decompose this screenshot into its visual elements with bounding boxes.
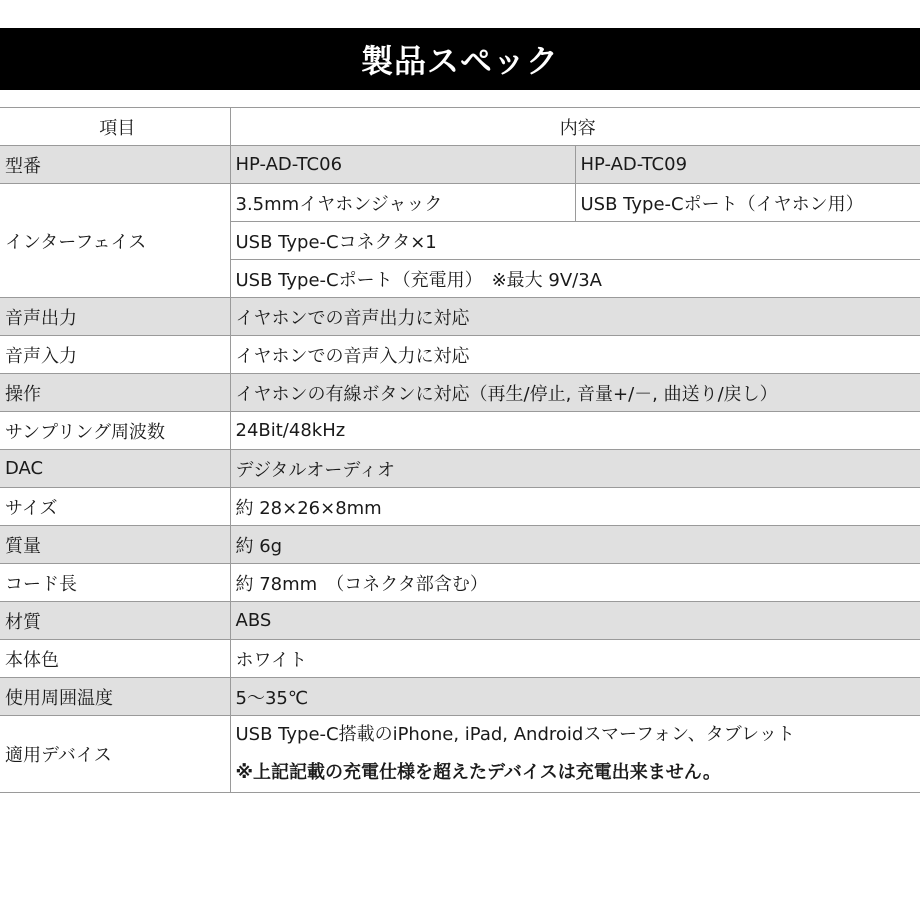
row-value-group [230, 716, 920, 793]
row-value: デジタルオーディオ [230, 450, 920, 488]
row-interface [0, 184, 920, 222]
row-value: イヤホンでの音声入力に対応 [230, 336, 920, 374]
row-material [0, 602, 920, 640]
page-title: 製品スペック [360, 42, 559, 80]
row-value: イヤホンの有線ボタンに対応（再生/停止, 音量+/－, 曲送り/戻し） [230, 374, 920, 412]
row-label: 操作 [0, 374, 230, 412]
row-value: 3.5mmイヤホンジャック [230, 184, 575, 222]
row-audio-out [0, 298, 920, 336]
row-cord [0, 564, 920, 602]
title-bar [0, 28, 920, 90]
row-label: 適用デバイス [0, 716, 230, 793]
row-value: USB Type-Cコネクタ×1 [230, 222, 920, 260]
row-value: 約 78mm （コネクタ部含む） [230, 564, 920, 602]
row-value: USB Type-Cポート（イヤホン用） [575, 184, 920, 222]
row-value: HP-AD-TC06 [230, 146, 575, 184]
row-value: 約 6g [230, 526, 920, 564]
row-value: 約 28×26×8mm [230, 488, 920, 526]
row-value: HP-AD-TC09 [575, 146, 920, 184]
row-color [0, 640, 920, 678]
header-row [0, 108, 920, 146]
row-value: USB Type-Cポート（充電用） ※最大 9V/3A [230, 260, 920, 298]
row-value: イヤホンでの音声出力に対応 [230, 298, 920, 336]
row-label: サンプリング周波数 [0, 412, 230, 450]
devices-note: ※上記記載の充電仕様を超えたデバイスは充電出来ません。 [235, 762, 721, 783]
row-label: サイズ [0, 488, 230, 526]
row-value: ホワイト [230, 640, 920, 678]
row-label: 音声出力 [0, 298, 230, 336]
header-item: 項目 [0, 108, 230, 146]
row-label: 本体色 [0, 640, 230, 678]
spec-table [0, 107, 920, 793]
row-weight [0, 526, 920, 564]
row-value: 5～35℃ [230, 678, 920, 716]
row-size [0, 488, 920, 526]
header-content: 内容 [230, 108, 920, 146]
row-value: 24Bit/48kHz [230, 412, 920, 450]
row-operation [0, 374, 920, 412]
row-label: 型番 [0, 146, 230, 184]
row-label: インターフェイス [0, 184, 230, 298]
row-audio-in [0, 336, 920, 374]
row-dac [0, 450, 920, 488]
row-label: コード長 [0, 564, 230, 602]
row-model [0, 146, 920, 184]
row-label: 使用周囲温度 [0, 678, 230, 716]
row-temperature [0, 678, 920, 716]
row-devices [0, 716, 920, 793]
row-sampling [0, 412, 920, 450]
row-label: DAC [0, 450, 230, 488]
devices-value: USB Type-C搭載のiPhone, iPad, Androidスマーフォン、タブレット [235, 724, 795, 745]
row-label: 音声入力 [0, 336, 230, 374]
row-value: ABS [230, 602, 920, 640]
row-label: 質量 [0, 526, 230, 564]
row-label: 材質 [0, 602, 230, 640]
